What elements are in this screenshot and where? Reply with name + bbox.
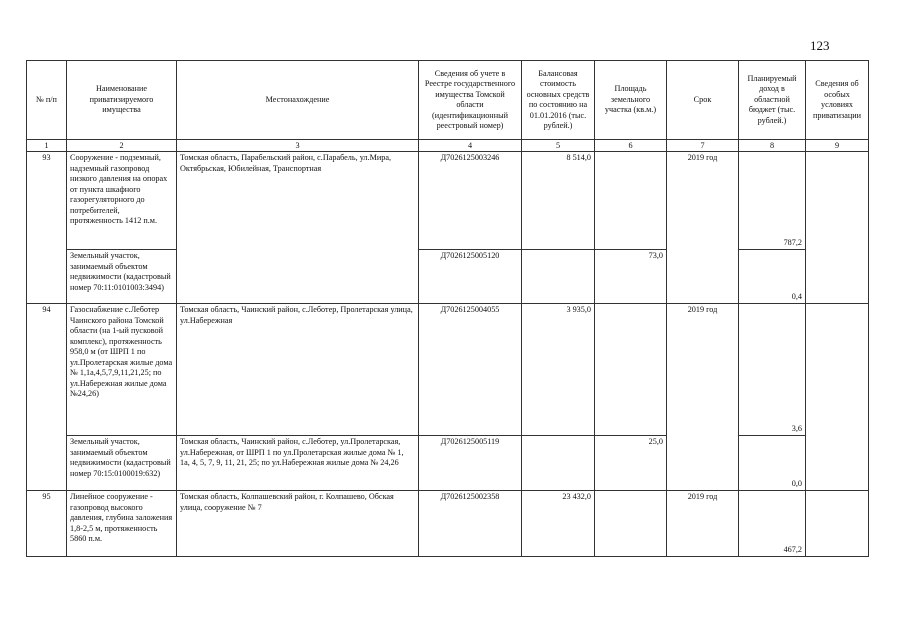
table-row (27, 304, 869, 436)
property-name: Сооружение - подземный, надземный газопровод низкого давления на опорах от пункта шкафного газорегуляторного до потребителей, протяженность 1412 п.м. (67, 152, 177, 250)
planned-income: 787,2 (739, 152, 806, 250)
property-location: Томская область, Чаинский район, с.Леботер, Пролетарская улица, ул.Набережная (177, 304, 419, 436)
special-conditions (806, 304, 869, 491)
registry-number: Д7026125004055 (419, 304, 522, 436)
column-number: 5 (522, 140, 595, 152)
registry-number: Д7026125005119 (419, 436, 522, 491)
special-conditions (806, 491, 869, 557)
sale-term: 2019 год (667, 304, 739, 491)
land-area (595, 304, 667, 436)
land-area (595, 152, 667, 250)
header-cell: Сведения об особых условиях приватизации (806, 61, 869, 140)
property-name: Линейное сооружение - газопровод высокого давления, глубина заложения 1,8-2,5 м, протяженность 5860 п.м. (67, 491, 177, 557)
header-cell: № п/п (27, 61, 67, 140)
planned-income: 0,0 (739, 436, 806, 491)
page-number: 123 (810, 38, 830, 53)
registry-number: Д7026125003246 (419, 152, 522, 250)
header-cell: Наименование приватизируемого имущества (67, 61, 177, 140)
property-location: Томская область, Парабельский район, с.Парабель, ул.Мира, Октябрьская, Юбилейная, Транспортная (177, 152, 419, 304)
header-cell: Площадь земельного участка (кв.м.) (595, 61, 667, 140)
header-row (27, 61, 869, 140)
column-number: 4 (419, 140, 522, 152)
entry-number: 95 (27, 491, 67, 557)
planned-income: 0,4 (739, 250, 806, 304)
header-cell: Сведения об учете в Реестре государственного имущества Томской области (идентификационный реестровый номер) (419, 61, 522, 140)
registry-number: Д7026125002358 (419, 491, 522, 557)
header-cell: Срок (667, 61, 739, 140)
land-area: 25,0 (595, 436, 667, 491)
balance-value (522, 250, 595, 304)
column-number: 3 (177, 140, 419, 152)
entry-number: 93 (27, 152, 67, 304)
table-row (27, 436, 869, 491)
special-conditions (806, 152, 869, 304)
header-cell: Балансовая стоимость основных средств по состоянию на 01.01.2016 (тыс. рублей.) (522, 61, 595, 140)
table-row (27, 152, 869, 250)
privatization-table (26, 60, 869, 557)
property-name: Земельный участок, занимаемый объектом недвижимости (кадастровый номер 70:15:0100019:632) (67, 436, 177, 491)
column-number: 2 (67, 140, 177, 152)
balance-value: 3 935,0 (522, 304, 595, 436)
balance-value (522, 436, 595, 491)
property-location: Томская область, Чаинский район, с.Леботер, ул.Пролетарская, ул.Набережная, от ШРП 1 по ул.Пролетарская жилые дома № 1, 1а, 4, 5, 7, 9, 11, 21, 25; по ул.Набережная жилые дома № 24,26 (177, 436, 419, 491)
column-number: 6 (595, 140, 667, 152)
property-name: Газоснабжение с.Леботер Чаинского района Томской области (на 1-ый пусковой комплекс), протяженность 958,0 м (от ШРП 1 по ул.Пролетарская жилые дома № 1,1а,4,5,7,9,11,21,25; по ул.Набережная жилые дома №24,26) (67, 304, 177, 436)
planned-income: 467,2 (739, 491, 806, 557)
column-number: 7 (667, 140, 739, 152)
sale-term: 2019 год (667, 491, 739, 557)
column-number: 8 (739, 140, 806, 152)
registry-number: Д7026125005120 (419, 250, 522, 304)
sale-term: 2019 год (667, 152, 739, 304)
header-cell: Местонахождение (177, 61, 419, 140)
land-area (595, 491, 667, 557)
table-row (27, 250, 869, 304)
entry-number: 94 (27, 304, 67, 491)
planned-income: 3,6 (739, 304, 806, 436)
column-number: 1 (27, 140, 67, 152)
balance-value: 23 432,0 (522, 491, 595, 557)
property-name: Земельный участок, занимаемый объектом недвижимости (кадастровый номер 70:11:0101003:3494) (67, 250, 177, 304)
land-area: 73,0 (595, 250, 667, 304)
balance-value: 8 514,0 (522, 152, 595, 250)
column-number: 9 (806, 140, 869, 152)
column-number-row (27, 140, 869, 152)
property-location: Томская область, Колпашевский район, г. Колпашево, Обская улица, сооружение № 7 (177, 491, 419, 557)
header-cell: Планируемый доход в областной бюджет (тыс. рублей.) (739, 61, 806, 140)
table-row (27, 491, 869, 557)
